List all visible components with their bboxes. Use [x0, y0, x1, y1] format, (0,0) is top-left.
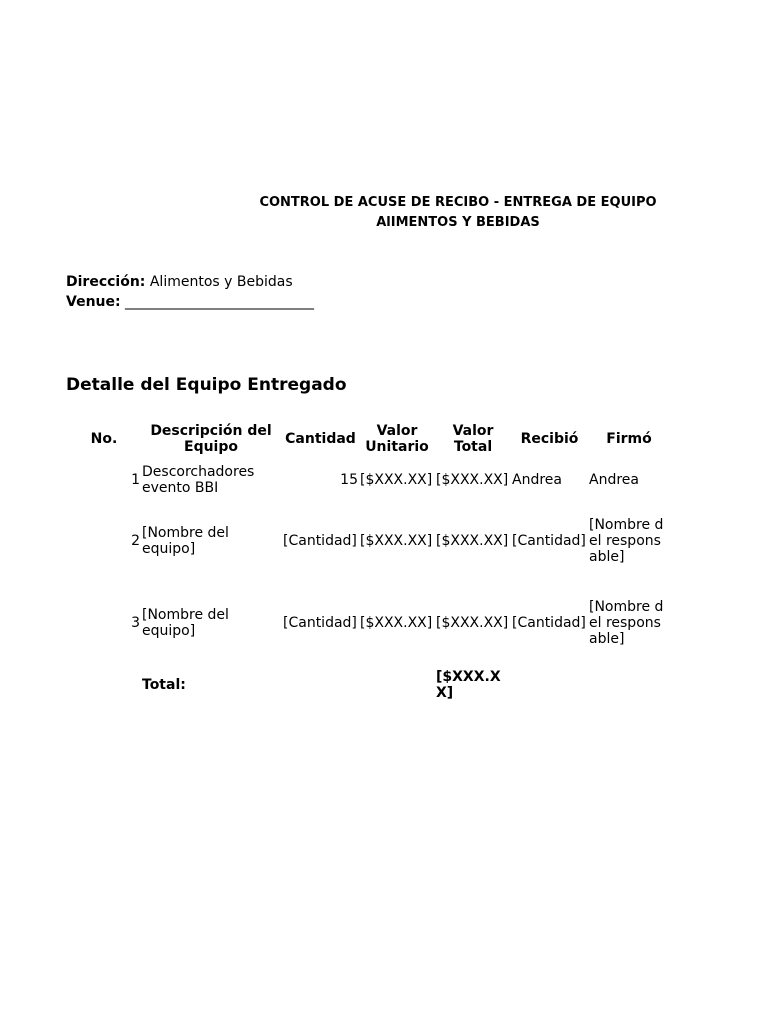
direccion-label: Dirección:	[66, 274, 146, 290]
document-subtitle: AlIMENTOS Y BEBIDAS	[376, 215, 540, 230]
row-recibio: [Cantidad]	[512, 533, 586, 549]
row-valor-total: [$XXX.XX]	[436, 533, 509, 549]
row-cantidad: [Cantidad]	[283, 615, 357, 631]
header-descripcion: Descripción del Equipo	[150, 423, 272, 455]
header-valor-unitario: Valor Unitario	[365, 423, 429, 455]
header-valor-total: Valor Total	[452, 423, 494, 455]
venue-value: ___________________________	[125, 294, 315, 310]
row-cantidad: [Cantidad]	[283, 533, 357, 549]
header-no: No.	[90, 431, 118, 447]
row-firmo: [Nombre del responsable]	[589, 599, 664, 647]
row-firmo: [Nombre del responsable]	[589, 517, 664, 565]
row-valor-unitario: [$XXX.XX]	[360, 533, 433, 549]
direccion-value: Alimentos y Bebidas	[149, 274, 293, 290]
document-title: CONTROL DE ACUSE DE RECIBO - ENTREGA DE EQUIPO	[259, 195, 657, 210]
row-firmo: Andrea	[589, 472, 639, 488]
row-no: 2	[131, 533, 140, 549]
row-recibio: [Cantidad]	[512, 615, 586, 631]
header-firmo: Firmó	[606, 431, 652, 447]
total-value: [$XXX.XX]	[436, 669, 501, 701]
row-descripcion: [Nombre del equipo]	[142, 607, 229, 639]
section-heading: Detalle del Equipo Entregado	[66, 375, 347, 395]
row-cantidad: 15	[340, 472, 358, 488]
row-no: 1	[131, 472, 140, 488]
venue-label: Venue:	[66, 294, 121, 310]
row-valor-total: [$XXX.XX]	[436, 472, 509, 488]
row-recibio: Andrea	[512, 472, 562, 488]
row-valor-total: [$XXX.XX]	[436, 615, 509, 631]
direccion-field	[66, 274, 293, 290]
header-recibio: Recibió	[520, 431, 579, 447]
row-valor-unitario: [$XXX.XX]	[360, 472, 433, 488]
row-no: 3	[131, 615, 140, 631]
header-cantidad: Cantidad	[285, 431, 356, 447]
row-valor-unitario: [$XXX.XX]	[360, 615, 433, 631]
row-descripcion: [Nombre del equipo]	[142, 525, 229, 557]
row-descripcion: Descorchadores evento BBI	[142, 464, 255, 496]
venue-field	[66, 294, 314, 310]
total-label: Total:	[142, 677, 186, 693]
